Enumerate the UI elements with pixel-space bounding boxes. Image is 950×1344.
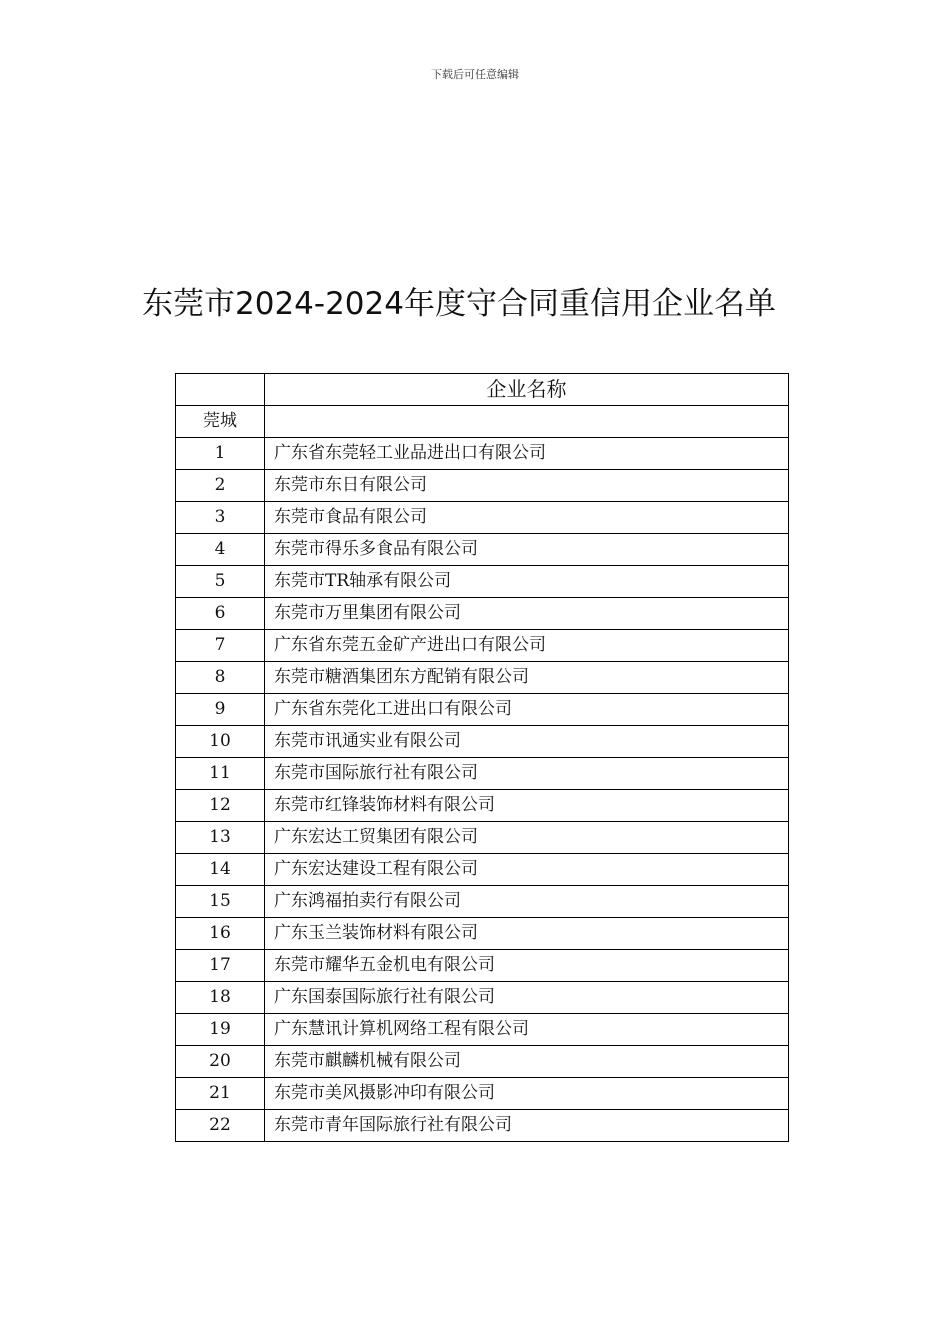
company-name: 东莞市青年国际旅行社有限公司 [265,1110,789,1142]
company-name: 广东省东莞化工进出口有限公司 [265,694,789,726]
company-name: 广东国泰国际旅行社有限公司 [265,982,789,1014]
company-name: 东莞市万里集团有限公司 [265,598,789,630]
table-row [176,726,789,758]
company-name: 东莞市国际旅行社有限公司 [265,758,789,790]
row-number: 2 [176,470,265,502]
row-number: 11 [176,758,265,790]
table-row [176,950,789,982]
section-row [176,406,789,438]
row-number: 22 [176,1110,265,1142]
row-number: 21 [176,1078,265,1110]
company-name: 广东宏达工贸集团有限公司 [265,822,789,854]
row-number: 4 [176,534,265,566]
page-header-note: 下载后可任意编辑 [431,68,519,81]
table-row [176,790,789,822]
section-blank-cell [265,406,789,438]
section-label: 莞城 [176,406,265,438]
company-list-table [175,373,789,1142]
table-row [176,822,789,854]
row-number: 9 [176,694,265,726]
row-number: 10 [176,726,265,758]
table-row [176,758,789,790]
company-name: 东莞市TR轴承有限公司 [265,566,789,598]
table-row [176,1110,789,1142]
table-row [176,534,789,566]
company-name: 广东宏达建设工程有限公司 [265,854,789,886]
table-row [176,630,789,662]
row-number: 14 [176,854,265,886]
header-blank-cell [176,374,265,406]
table-row [176,1014,789,1046]
table-row [176,886,789,918]
row-number: 17 [176,950,265,982]
row-number: 20 [176,1046,265,1078]
table-row [176,1046,789,1078]
table-row [176,502,789,534]
company-name: 东莞市讯通实业有限公司 [265,726,789,758]
column-header-company-name: 企业名称 [265,374,789,406]
table-row [176,1078,789,1110]
row-number: 19 [176,1014,265,1046]
company-name: 广东省东莞轻工业品进出口有限公司 [265,438,789,470]
document-title: 东莞市2024-2024年度守合同重信用企业名单 [142,286,776,322]
table-row [176,566,789,598]
row-number: 1 [176,438,265,470]
company-name: 东莞市美风摄影冲印有限公司 [265,1078,789,1110]
company-name: 东莞市红锋装饰材料有限公司 [265,790,789,822]
table-row [176,662,789,694]
company-name: 东莞市得乐多食品有限公司 [265,534,789,566]
table-header-row [176,374,789,406]
row-number: 7 [176,630,265,662]
company-name: 东莞市糖酒集团东方配销有限公司 [265,662,789,694]
company-name: 东莞市耀华五金机电有限公司 [265,950,789,982]
row-number: 3 [176,502,265,534]
company-name: 广东慧讯计算机网络工程有限公司 [265,1014,789,1046]
table-row [176,438,789,470]
row-number: 6 [176,598,265,630]
row-number: 5 [176,566,265,598]
row-number: 15 [176,886,265,918]
row-number: 13 [176,822,265,854]
company-name: 广东省东莞五金矿产进出口有限公司 [265,630,789,662]
table-row [176,694,789,726]
company-name: 东莞市麒麟机械有限公司 [265,1046,789,1078]
table-row [176,854,789,886]
company-name: 广东玉兰装饰材料有限公司 [265,918,789,950]
table-row [176,918,789,950]
row-number: 18 [176,982,265,1014]
company-name: 东莞市食品有限公司 [265,502,789,534]
table-row [176,598,789,630]
company-name: 广东鸿福拍卖行有限公司 [265,886,789,918]
table-row [176,470,789,502]
row-number: 8 [176,662,265,694]
table-row [176,982,789,1014]
row-number: 16 [176,918,265,950]
row-number: 12 [176,790,265,822]
company-name: 东莞市东日有限公司 [265,470,789,502]
